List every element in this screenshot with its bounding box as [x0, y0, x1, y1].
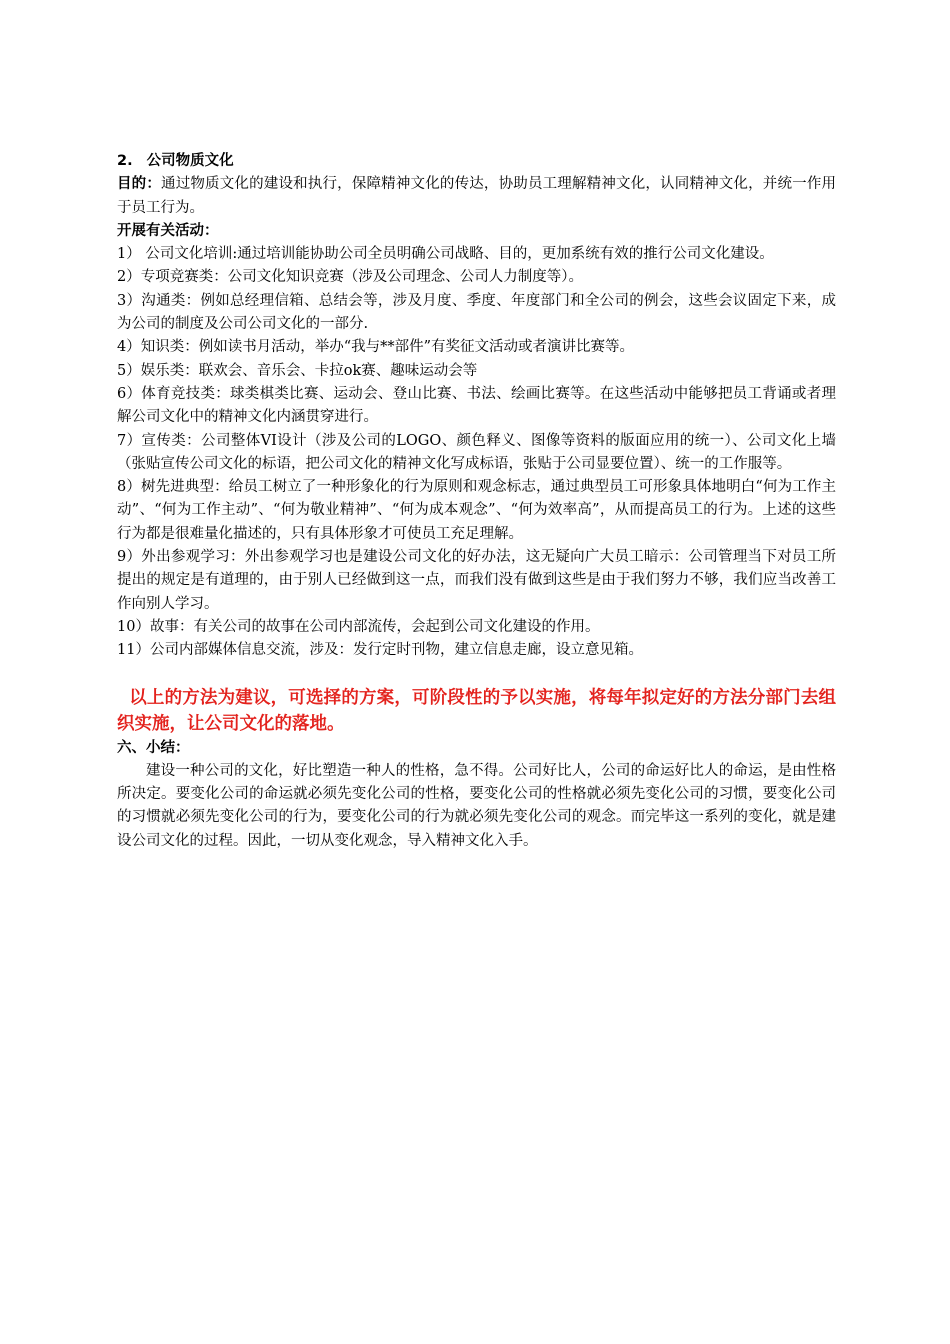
purpose-paragraph	[117, 173, 836, 220]
activity-item-4: 4）知识类：例如读书月活动，举办“我与**部件”有奖征文活动或者演讲比赛等。	[117, 339, 635, 356]
document-body	[117, 150, 836, 853]
activity-item-5: 5）娱乐类：联欢会、音乐会、卡拉ok赛、趣味运动会等	[117, 362, 478, 379]
activity-item-6: 6）体育竞技类：球类棋类比赛、运动会、登山比赛、书法、绘画比赛等。在这些活动中能够把员工背诵或者理解公司文化中的精神文化内涵贯穿进行。	[117, 385, 836, 426]
paragraph-spacer	[117, 663, 836, 685]
purpose-label: 目的：	[117, 176, 162, 193]
summary-paragraph: 建设一种公司的文化，好比塑造一种人的性格，急不得。公司好比人，公司的命运好比人的命运，是由性格所决定。要变化公司的命运就必须先变化公司的性格，要变化公司的性格就必须先变化公司的习惯，要变化公司的习惯就必须先变化公司的行为，要变化公司的行为就必须先变化公司的观念。而完毕这一系列的变化，就是建设公司文化的过程。因此，一切从变化观念，导入精神文化入手。	[117, 762, 836, 849]
activity-item-8: 8）树先进典型：给员工树立了一种形象化的行为原则和观念标志，通过典型员工可形象具体地明白“何为工作主动”、“何为工作主动”、“何为敬业精神”、“何为成本观念”、“何为效率高”，从而提高员工的行为。上述的这些行为都是很难量化描述的，只有具体形象才可使员工充足理解。	[117, 479, 836, 542]
activities-heading: 开展有关活动：	[117, 222, 219, 239]
highlighted-note: 以上的方法为建议，可选择的方案，可阶段性的予以实施，将每年拟定好的方法分部门去组织实施，让公司文化的落地。	[117, 687, 836, 734]
section-number: 2.	[117, 153, 133, 169]
activity-item-9: 9）外出参观学习：外出参观学习也是建设公司文化的好办法，这无疑向广大员工暗示：公司管理当下对员工所提出的规定是有道理的，由于别人已经做到这一点，而我们没有做到这些是由于我们努力不够，我们应当改善工作向别人学习。	[117, 549, 836, 612]
activity-item-11: 11）公司内部媒体信息交流，涉及：发行定时刊物，建立信息走廊，设立意见箱。	[117, 642, 643, 659]
section-heading	[117, 150, 836, 173]
activity-item-1: 1） 公司文化培训:通过培训能协助公司全员明确公司战略、目的，更加系统有效的推行公司文化建设。	[117, 246, 774, 263]
activity-item-10: 10）故事：有关公司的故事在公司内部流传，会起到公司文化建设的作用。	[117, 618, 600, 635]
activity-item-3: 3）沟通类：例如总经理信箱、总结会等，涉及月度、季度、年度部门和全公司的例会，这些会议固定下来，成为公司的制度及公司公司文化的一部分.	[117, 292, 836, 333]
section-title: 公司物质文化	[146, 153, 234, 169]
summary-heading: 六、小结：	[117, 739, 190, 756]
activity-item-7: 7）宣传类：公司整体VI设计（涉及公司的LOGO、颜色释义、图像等资料的版面应用的统一）、公司文化上墙（张贴宣传公司文化的标语，把公司文化的精神文化写成标语，张贴于公司显要位置）、统一的工作服等。	[117, 432, 836, 472]
purpose-text: 通过物质文化的建设和执行，保障精神文化的传达，协助员工理解精神文化，认同精神文化，并统一作用于员工行为。	[117, 176, 836, 216]
activity-item-2: 2）专项竞赛类：公司文化知识竞赛（涉及公司理念、公司人力制度等）。	[117, 269, 583, 286]
